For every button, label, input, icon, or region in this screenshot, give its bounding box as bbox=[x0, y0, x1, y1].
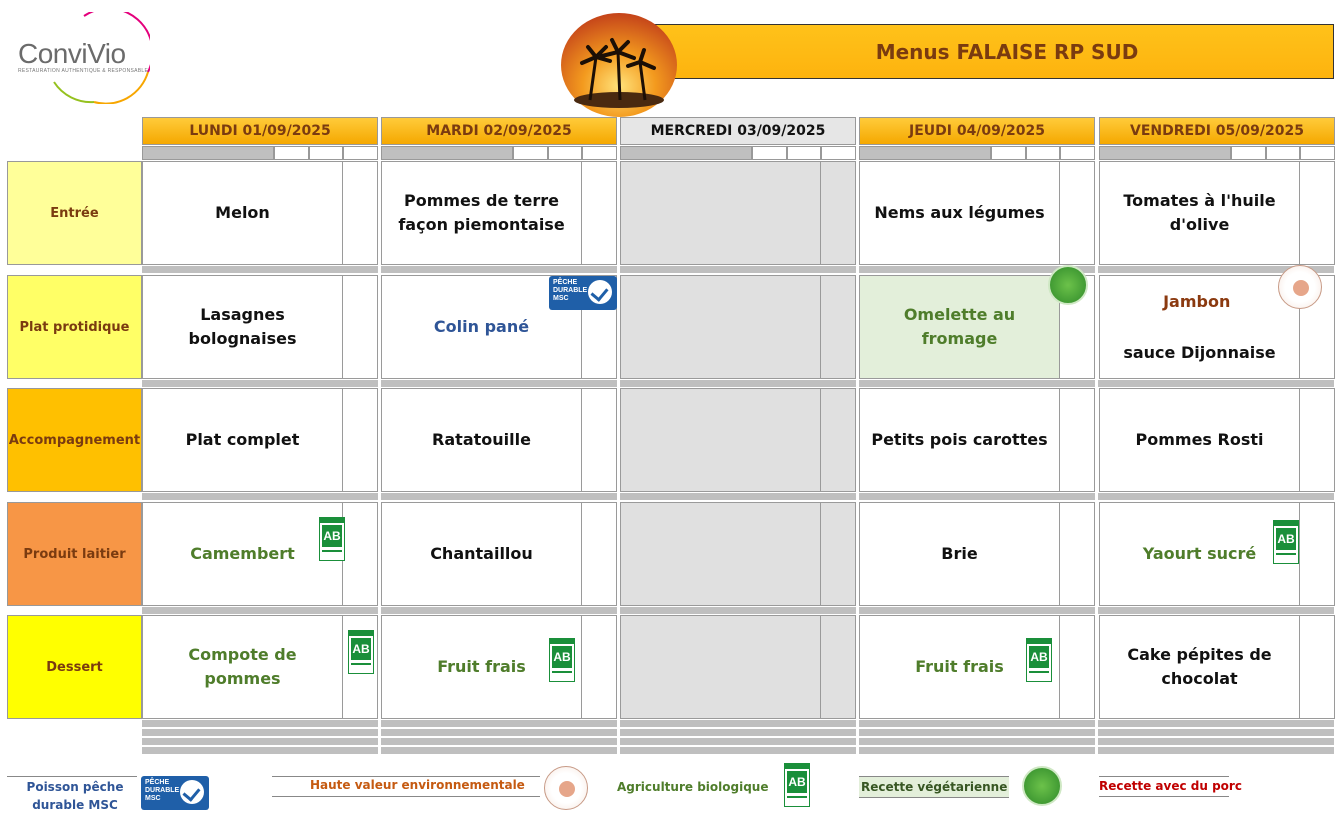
day-subrow bbox=[1099, 146, 1335, 160]
row-separator bbox=[142, 266, 1335, 273]
dish-name: Nems aux légumes bbox=[874, 203, 1045, 222]
day-subrow bbox=[859, 146, 1095, 160]
dish-name: Melon bbox=[215, 203, 270, 222]
row-label-plat: Plat protidique bbox=[7, 275, 142, 379]
dish-name: Yaourt sucré bbox=[1142, 544, 1257, 563]
table-footer-rows bbox=[142, 720, 1335, 756]
dish-name: Fruit frais bbox=[437, 657, 526, 676]
ab-organic-icon: AB bbox=[784, 763, 810, 807]
menu-cell-dessert-wed bbox=[620, 615, 856, 719]
dish-name: Chantaillou bbox=[430, 544, 533, 563]
day-header-monday: LUNDI 01/09/2025 bbox=[142, 117, 378, 145]
dish-name bbox=[621, 616, 820, 718]
dish-name: Lasagnes bolognaises bbox=[188, 305, 297, 348]
hve-seal-icon bbox=[544, 766, 588, 810]
legend-line bbox=[272, 776, 540, 777]
dish-name: Ratatouille bbox=[432, 430, 531, 449]
vegetarian-leaf-icon bbox=[1048, 265, 1088, 305]
dish-name: Plat complet bbox=[185, 430, 300, 449]
menu-cell-entree-mon bbox=[142, 161, 378, 265]
dish-name: Fruit frais bbox=[915, 657, 1004, 676]
row-label-dessert: Dessert bbox=[7, 615, 142, 719]
day-header-wednesday: MERCREDI 03/09/2025 bbox=[620, 117, 856, 145]
dish-name: Compote de pommes bbox=[188, 645, 297, 688]
ab-organic-icon: AB bbox=[348, 630, 374, 674]
ab-organic-icon: AB bbox=[549, 638, 575, 682]
dish-name: Tomates à l'huile d'olive bbox=[1123, 191, 1276, 234]
legend-porc: Recette avec du porc bbox=[1099, 779, 1242, 793]
day-subrow bbox=[142, 146, 378, 160]
menu-cell-entree-thu bbox=[859, 161, 1095, 265]
row-label-entree: Entrée bbox=[7, 161, 142, 265]
legend-line bbox=[1099, 796, 1229, 797]
palm-sunset-icon bbox=[560, 12, 678, 118]
dish-name bbox=[621, 162, 820, 264]
day-header-tuesday: MARDI 02/09/2025 bbox=[381, 117, 617, 145]
row-label-accompagnement: Accompagnement bbox=[7, 388, 142, 492]
menu-cell-accomp-mon bbox=[142, 388, 378, 492]
day-header-friday: VENDREDI 05/09/2025 bbox=[1099, 117, 1335, 145]
pork-dish-highlight: Jambon bbox=[1163, 291, 1231, 311]
hve-seal-icon bbox=[1278, 265, 1322, 309]
menu-cell-dessert-thu bbox=[859, 615, 1095, 719]
dish-name: Pommes Rosti bbox=[1135, 430, 1264, 449]
dish-name bbox=[1100, 276, 1299, 378]
menu-cell-laitier-wed bbox=[620, 502, 856, 606]
ab-organic-icon: AB bbox=[319, 517, 345, 561]
menu-cell-plat-mon bbox=[142, 275, 378, 379]
day-header-thursday: JEUDI 04/09/2025 bbox=[859, 117, 1095, 145]
dish-name: Omelette au fromage bbox=[860, 276, 1059, 378]
page-title: Menus FALAISE RP SUD bbox=[640, 24, 1334, 79]
menu-cell-entree-tue bbox=[381, 161, 617, 265]
dish-name bbox=[621, 503, 820, 605]
row-separator bbox=[142, 607, 1335, 614]
menu-cell-accomp-wed bbox=[620, 388, 856, 492]
menu-cell-accomp-fri bbox=[1099, 388, 1335, 492]
dish-name: Pommes de terre façon piemontaise bbox=[398, 191, 565, 234]
menu-cell-accomp-thu bbox=[859, 388, 1095, 492]
row-label-laitier: Produit laitier bbox=[7, 502, 142, 606]
day-subrow bbox=[381, 146, 617, 160]
msc-fish-icon: PÊCHE DURABLE MSC bbox=[141, 776, 209, 810]
menu-cell-entree-wed bbox=[620, 161, 856, 265]
menu-cell-accomp-tue bbox=[381, 388, 617, 492]
menu-cell-entree-fri bbox=[1099, 161, 1335, 265]
menu-cell-plat-wed bbox=[620, 275, 856, 379]
vegetarian-leaf-icon bbox=[1022, 766, 1062, 806]
menu-cell-dessert-mon bbox=[142, 615, 378, 719]
dish-name bbox=[621, 389, 820, 491]
ab-organic-icon: AB bbox=[1026, 638, 1052, 682]
legend-msc: Poisson pêche durable MSC bbox=[26, 780, 124, 812]
legend-line bbox=[7, 776, 137, 777]
dish-name: Brie bbox=[941, 544, 978, 563]
menu-cell-laitier-thu bbox=[859, 502, 1095, 606]
menu-cell-dessert-tue bbox=[381, 615, 617, 719]
convivio-tagline: RESTAURATION AUTHENTIQUE & RESPONSABLE bbox=[18, 68, 149, 74]
dish-name: Camembert bbox=[190, 544, 295, 563]
convivio-logo: ConviVio bbox=[18, 38, 126, 69]
dish-name: Cake pépites de chocolat bbox=[1127, 645, 1272, 688]
menu-cell-dessert-fri bbox=[1099, 615, 1335, 719]
msc-fish-icon: PÊCHE DURABLE MSC bbox=[549, 276, 617, 310]
dish-name: Colin pané bbox=[433, 317, 530, 336]
dish-name: Petits pois carottes bbox=[871, 430, 1048, 449]
day-subrow bbox=[620, 146, 856, 160]
ab-organic-icon: AB bbox=[1273, 520, 1299, 564]
dish-name bbox=[621, 276, 820, 378]
row-separator bbox=[142, 493, 1335, 500]
legend-line bbox=[1099, 776, 1229, 777]
legend-line bbox=[272, 796, 540, 797]
legend-bio: Agriculture biologique bbox=[617, 780, 769, 794]
dish-name-suffix: sauce Dijonnaise bbox=[1123, 342, 1276, 362]
legend-hve: Haute valeur environnementale bbox=[310, 778, 525, 792]
row-separator bbox=[142, 380, 1335, 387]
legend-veg: Recette végétarienne bbox=[859, 776, 1009, 798]
menu-cell-laitier-fri bbox=[1099, 502, 1335, 606]
menu-cell-laitier-tue bbox=[381, 502, 617, 606]
